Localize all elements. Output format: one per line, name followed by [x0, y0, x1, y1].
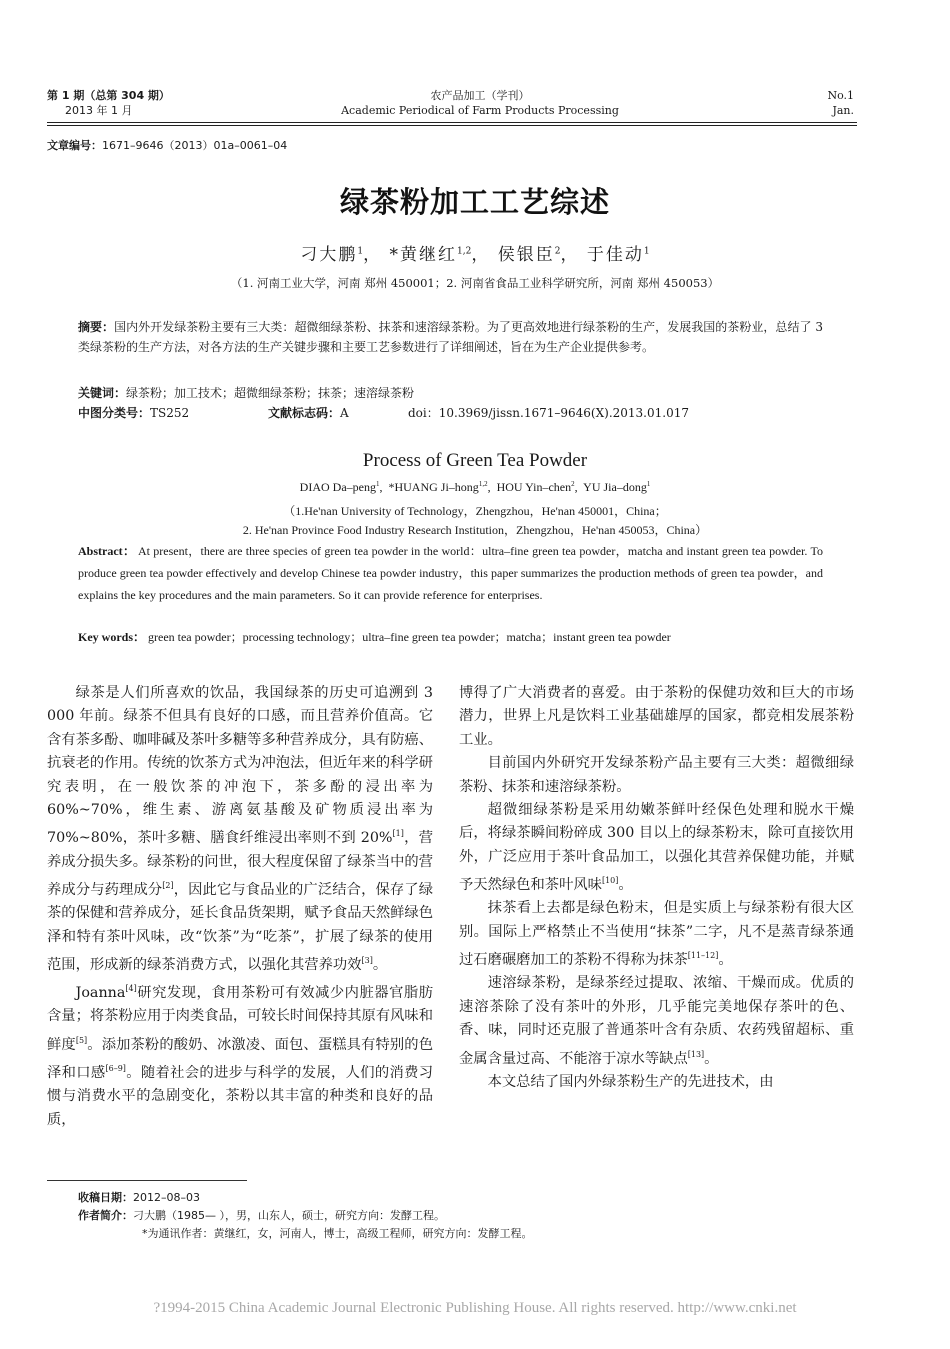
author-en-3: HOU Yin–chen [496, 480, 572, 494]
body-paragraph [47, 977, 433, 1132]
abstract-en-text: At present，there are three species of green tea powder in the world：ultra–fine green tea powder，matcha and instant green tea powder. To produce green tea powder effectively and develop Chinese tea powder industry，this paper summarizes the production methods of green tea powder，and explains the key procedures and the main parameters. So it can provide reference for enterprises. [78, 544, 823, 602]
body-text: 。随着社会的进步与科学的发展，人们的消费习惯与消费水平的急剧变化，茶粉以其丰富的种类和良好的品质， [47, 1064, 434, 1128]
body-paragraph: 本文总结了国内外绿茶粉生产的先进技术，由 [487, 1073, 774, 1090]
doi [408, 404, 689, 421]
running-header-right [827, 88, 854, 118]
citation: [6–9] [105, 1063, 126, 1073]
footnote-rule [47, 1180, 247, 1181]
citation: [5] [75, 1035, 88, 1045]
abstract-cn-label: 摘要： [78, 320, 115, 334]
abstract-cn [78, 317, 823, 357]
body-paragraph: 博得了广大消费者的喜爱。由于茶粉的保健功效和巨大的市场潜力，世界上凡是饮料工业基础雄厚的国家，都竞相发展茶粉工业。 [459, 685, 854, 748]
received-date-value: 2012–08–03 [133, 1191, 200, 1204]
body-text: 研究发现，食用茶粉可有效减少内脏器官脂肪含量；将茶粉应用于肉类食品，可较长时间保持其原有风味和鲜度 [47, 984, 434, 1053]
header-rule-top [47, 122, 857, 123]
clc-number [78, 404, 268, 421]
doi-label: doi： [408, 406, 439, 420]
body-text: 。 [372, 956, 388, 973]
keywords-en [78, 628, 838, 645]
classification-line [78, 404, 823, 421]
body-text: ，营养成分损失多。绿茶粉的问世，很大程度保留了绿茶当中的营养成分与药理成分 [47, 830, 434, 898]
issue-number: 第 1 期（总第 304 期） [47, 89, 170, 102]
body-text: ，因此它与食品业的广泛结合，保存了绿茶的保健和营养成分，延长食品货架期，赋予食品天然鲜绿色泽和特有茶叶风味，改“饮茶”为“吃茶”，扩展了绿茶的使用范围，形成新的绿茶消费方式，以强化其营养功效 [47, 881, 434, 973]
author-bio [78, 1208, 445, 1224]
author-en-4: YU Jia–dong [583, 480, 647, 494]
received-date [78, 1190, 200, 1206]
author-en-1: DIAO Da–peng [299, 480, 376, 494]
keywords-en-label: Key words： [78, 630, 145, 644]
doc-code [268, 404, 408, 421]
author-4: 于佳动 [586, 245, 644, 265]
body-text: 速溶绿茶粉，是绿茶经过提取、浓缩、干燥而成。优质的速溶茶除了没有茶叶的外形，几乎能完美地保存茶叶的色、香、味，同时还克服了普通茶叶含有杂质、农药残留超标、重金属含量过高、不能溶于凉水等缺点 [459, 975, 854, 1067]
author-2: *黄继红 [389, 245, 458, 265]
affiliation-en-1: （1.He'nan University of Technology，Zhengzhou，He'nan 450001，China； [283, 504, 667, 518]
body-paragraph: 目前国内外研究开发绿茶粉产品主要有三大类：超微细绿茶粉、抹茶和速溶绿茶粉。 [459, 755, 854, 795]
author-4-affil: 1 [643, 246, 650, 257]
author-1-affil: 1 [357, 246, 364, 257]
body-paragraph [459, 799, 854, 897]
authors-en: DIAO Da–peng$^1$, *HUANG Ji–hong$^{1,2}$, HOU Yin–chen$^2$, YU Jia–dong$^1$ [299, 480, 651, 494]
issue-date: 2013 年 1 月 [65, 104, 133, 117]
abstract-en [78, 540, 823, 606]
body-text: 。添加茶粉的酸奶、冰激凌、面包、蛋糕具有特别的色泽和口感 [47, 1036, 434, 1081]
citation: [1] [392, 829, 404, 839]
article-number-label: 文章编号： [47, 139, 102, 152]
authors-cn: 刁大鹏$^1$， *黄继红$^{1,2}$， 侯银臣$^2$， 于佳动$^1$ [300, 245, 650, 265]
body-column-left [47, 682, 433, 1132]
body-text: 绿茶是人们所喜欢的饮品，我国绿茶的历史可追溯到 3 000 年前。绿茶不但具有良好的口感，而且营养价值高。它含有茶多酚、咖啡碱及茶叶多糖等多种营养成分，具有防癌、抗衰老的作用。传统的饮茶方式为冲泡法，但近年来的科学研究表明，在一般饮茶的冲泡下，茶多酚的浸出率为 60%~70%，维生素、游离氨基酸及矿物质浸出率为 70%~80%，茶叶多糖、膳食纤维浸出率则不到 20% [47, 685, 434, 847]
issue-month-en: Jan. [832, 104, 854, 117]
received-date-label: 收稿日期： [78, 1191, 133, 1204]
article-number [47, 137, 287, 153]
citation: [13] [687, 1049, 705, 1059]
citation: [10] [601, 876, 619, 886]
body-text: 。 [718, 952, 733, 968]
keywords-cn-label: 关键词： [78, 386, 127, 400]
citation: [3] [361, 956, 373, 965]
author-1: 刁大鹏 [300, 245, 358, 265]
author-en-3-affil: 2 [571, 480, 575, 488]
author-en-1-affil: 1 [375, 480, 380, 488]
clc-label: 中图分类号： [78, 406, 151, 420]
journal-name-cn: 农产品加工（学刊） [430, 89, 530, 102]
body-paragraph [459, 897, 854, 972]
title-en: Process of Green Tea Powder [362, 450, 588, 471]
citation: [11–12] [687, 951, 719, 961]
author-en-2-affil: 1,2 [478, 480, 488, 488]
body-text: 抹茶看上去都是绿色粉末，但是实质上与绿茶粉有很大区别。国际上严格禁止不当使用“抹茶”二字，凡不是蒸青绿茶通过石磨碾磨加工的茶粉不得称为抹茶 [459, 900, 854, 968]
doi-value: 10.3969/jissn.1671–9646(X).2013.01.017 [438, 406, 689, 420]
author-en-2: *HUANG Ji–hong [388, 480, 479, 494]
doc-code-value: A [340, 406, 349, 420]
journal-name-en: Academic Periodical of Farm Products Processing [341, 104, 619, 117]
abstract-en-label: Abstract： [78, 544, 136, 558]
body-text: 。 [704, 1050, 719, 1067]
abstract-cn-text: 国内外开发绿茶粉主要有三大类：超微细绿茶粉、抹茶和速溶绿茶粉。为了更高效地进行绿茶粉的生产，发展我国的茶粉业，总结了 3 类绿茶粉的生产方法，对各方法的生产关键步骤和主要工艺参数进行了详细阐述，旨在为生产企业提供参考。 [78, 320, 823, 354]
keywords-cn [78, 383, 823, 403]
body-paragraph [47, 682, 433, 977]
author-2-affil: 1,2 [457, 246, 472, 257]
running-header-left [47, 88, 170, 118]
author-3-affil: 2 [554, 246, 561, 257]
article-number-value: 1671–9646（2013）01a–0061–04 [102, 139, 288, 152]
header-rule-bottom [47, 125, 857, 126]
author-3: 侯银臣 [497, 245, 555, 265]
body-text: 。 [618, 877, 633, 894]
body-paragraph [459, 972, 854, 1070]
body-text: 超微细绿茶粉是采用幼嫩茶鲜叶经保色处理和脱水干燥后，将绿茶瞬间粉碎成 300 目以上的绿茶粉末，除可直接饮用外，广泛应用于茶叶食品加工，以强化其营养保健功能，并赋予天然绿色和茶叶风味 [459, 802, 854, 894]
author-bio-label: 作者简介： [78, 1209, 133, 1222]
affiliation-en-2: 2. He'nan Province Food Industry Research Institution，Zhengzhou，He'nan 450053，China） [242, 523, 708, 537]
clc-value: TS252 [150, 406, 190, 420]
affiliations-cn: （1. 河南工业大学，河南 郑州 450001；2. 河南省食品工业科学研究所，河南 郑州 450053） [230, 276, 720, 290]
corresponding-author: *为通讯作者：黄继红，女，河南人，博士，高级工程师，研究方向：发酵工程。 [142, 1227, 533, 1240]
body-column-right [459, 682, 854, 1094]
keywords-en-text: green tea powder；processing technology；ultra–fine green tea powder；matcha；instant green tea powder [148, 630, 671, 644]
running-header-center [250, 88, 710, 118]
author-en-4-affil: 1 [646, 480, 651, 488]
title-cn: 绿茶粉加工工艺综述 [339, 185, 610, 219]
copyright-footer: ?1994-2015 China Academic Journal Electronic Publishing House. All rights reserved. http://www.cnki.net [153, 1300, 797, 1316]
issue-no-en: No.1 [827, 89, 854, 102]
keywords-cn-text: 绿茶粉；加工技术；超微细绿茶粉；抹茶；速溶绿茶粉 [126, 386, 415, 400]
body-text: Joanna [75, 984, 126, 1001]
citation: [2] [162, 881, 174, 891]
citation: [4] [125, 984, 137, 994]
author-bio-value: 刁大鹏（1985— ），男，山东人，硕士，研究方向：发酵工程。 [133, 1209, 445, 1222]
doc-code-label: 文献标志码： [268, 406, 341, 420]
